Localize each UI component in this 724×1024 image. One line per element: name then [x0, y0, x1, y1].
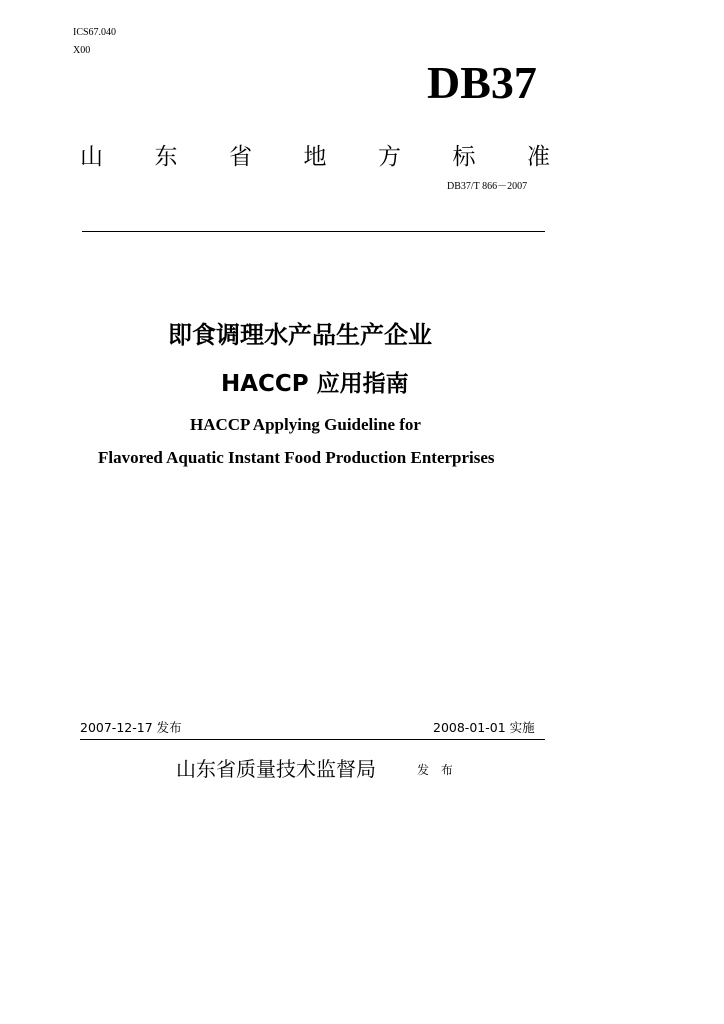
title-chinese-line-2: HACCP 应用指南 [221, 371, 409, 397]
standard-type [80, 143, 550, 171]
ics-code: ICS67.040 [73, 27, 117, 38]
title-english-line-2: Flavored Aquatic Instant Food Production Enterprises [98, 448, 495, 467]
ccs-code: X00 [73, 45, 91, 56]
issue-date: 2007-12-17 发布 [80, 720, 182, 735]
issuing-authority-suffix: 发 布 [417, 763, 457, 777]
standard-code: DB37 [427, 57, 537, 108]
standard-type-char: 山 [80, 144, 103, 170]
issuing-authority: 山东省质量技术监督局 [176, 757, 376, 781]
header-divider [82, 231, 545, 232]
standard-type-char: 准 [527, 144, 550, 170]
title-chinese-line-1: 即食调理水产品生产企业 [168, 321, 432, 349]
standard-type-char: 省 [229, 144, 252, 170]
implementation-date: 2008-01-01 实施 [433, 720, 535, 735]
footer-divider [80, 739, 545, 740]
standard-number: DB37/T 866－2007 [447, 181, 528, 192]
standard-type-char: 方 [378, 144, 401, 170]
title-english-line-1: HACCP Applying Guideline for [190, 415, 421, 434]
standard-type-char: 标 [452, 144, 476, 170]
standard-type-char: 地 [303, 144, 327, 170]
standard-type-char: 东 [154, 144, 178, 170]
